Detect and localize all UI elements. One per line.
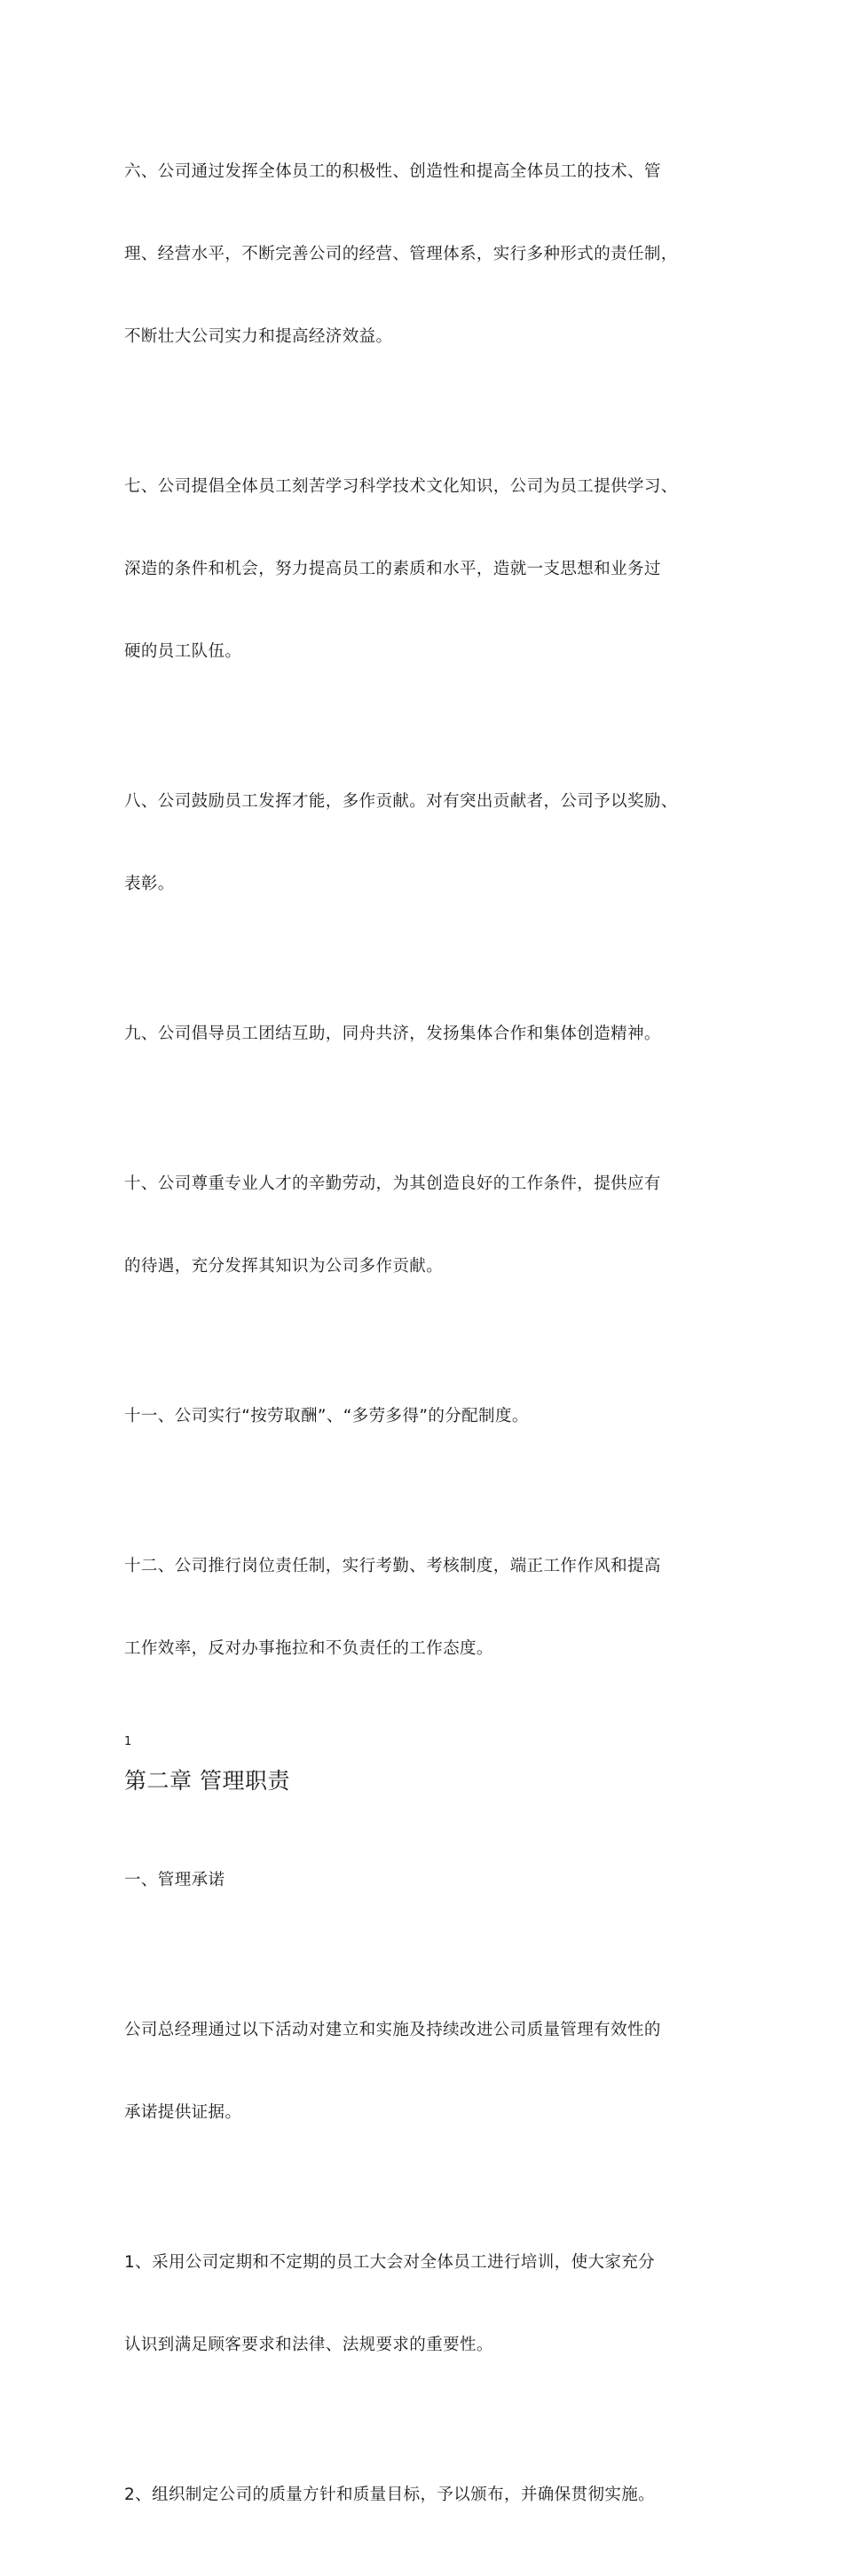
text-line: 理、经营水平，不断完善公司的经营、管理体系，实行多种形式的责任制， — [124, 245, 678, 263]
text-line: 的待遇，充分发挥其知识为公司多作贡献。 — [124, 1257, 444, 1276]
article-paragraph-7 — [124, 418, 737, 720]
article-paragraph-8 — [124, 733, 737, 953]
text-line: 公司总经理通过以下活动对建立和实施及持续改进公司质量管理有效性的 — [124, 2021, 661, 2039]
text-line: 表彰。 — [124, 875, 175, 893]
article-paragraph-9 — [124, 965, 737, 1103]
text-line: 十、公司尊重专业人才的辛勤劳动，为其创造良好的工作条件，提供应有 — [124, 1174, 661, 1193]
section-heading — [124, 1811, 737, 1949]
chapter-title: 第二章 管理职责 — [124, 1768, 290, 1794]
text-line: 八、公司鼓励员工发挥才能，多作贡献。对有突出贡献者，公司予以奖励、 — [124, 792, 678, 811]
article-paragraph-10 — [124, 1115, 737, 1335]
text-line: 2、组织制定公司的质量方针和质量目标，予以颁布，并确保贯彻实施。 — [124, 2486, 656, 2504]
text-line: 认识到满足顾客要求和法律、法规要求的重要性。 — [124, 2336, 493, 2354]
text-line: 九、公司倡导员工团结互助，同舟共济，发扬集体合作和集体创造精神。 — [124, 1025, 661, 1043]
text-line: 七、公司提倡全体员工刻苦学习科学技术文化知识，公司为员工提供学习、 — [124, 477, 678, 496]
text-line: 十二、公司推行岗位责任制，实行考勤、考核制度，端正工作作风和提高 — [124, 1557, 661, 1575]
chapter-paragraph-intro — [124, 1961, 737, 2181]
text-line: 不断壮大公司实力和提高经济效益。 — [124, 327, 393, 346]
text-line: 深造的条件和机会，努力提高员工的素质和水平，造就一支思想和业务过 — [124, 560, 661, 578]
article-paragraph-6 — [124, 103, 737, 405]
text-line: 十一、公司实行“按劳取酬”、“多劳多得”的分配制度。 — [124, 1407, 529, 1425]
article-paragraph-11 — [124, 1347, 737, 1485]
text-line: 1、采用公司定期和不定期的员工大会对全体员工进行培训，使大家充分 — [124, 2253, 656, 2272]
text-line: 承诺提供证据。 — [124, 2103, 242, 2122]
document-page — [124, 103, 737, 2576]
chapter-paragraph-item-2 — [124, 2426, 737, 2564]
text-line: 硬的员工队伍。 — [124, 642, 242, 661]
text-line: 工作效率，反对办事拖拉和不负责任的工作态度。 — [124, 1639, 493, 1658]
section-heading-text: 一、管理承诺 — [124, 1871, 225, 1889]
article-paragraph-12 — [124, 1497, 737, 1717]
chapter-paragraph-item-1 — [124, 2194, 737, 2414]
page-number: 1 — [124, 1735, 132, 1748]
text-line: 六、公司通过发挥全体员工的积极性、创造性和提高全体员工的技术、管 — [124, 162, 661, 181]
